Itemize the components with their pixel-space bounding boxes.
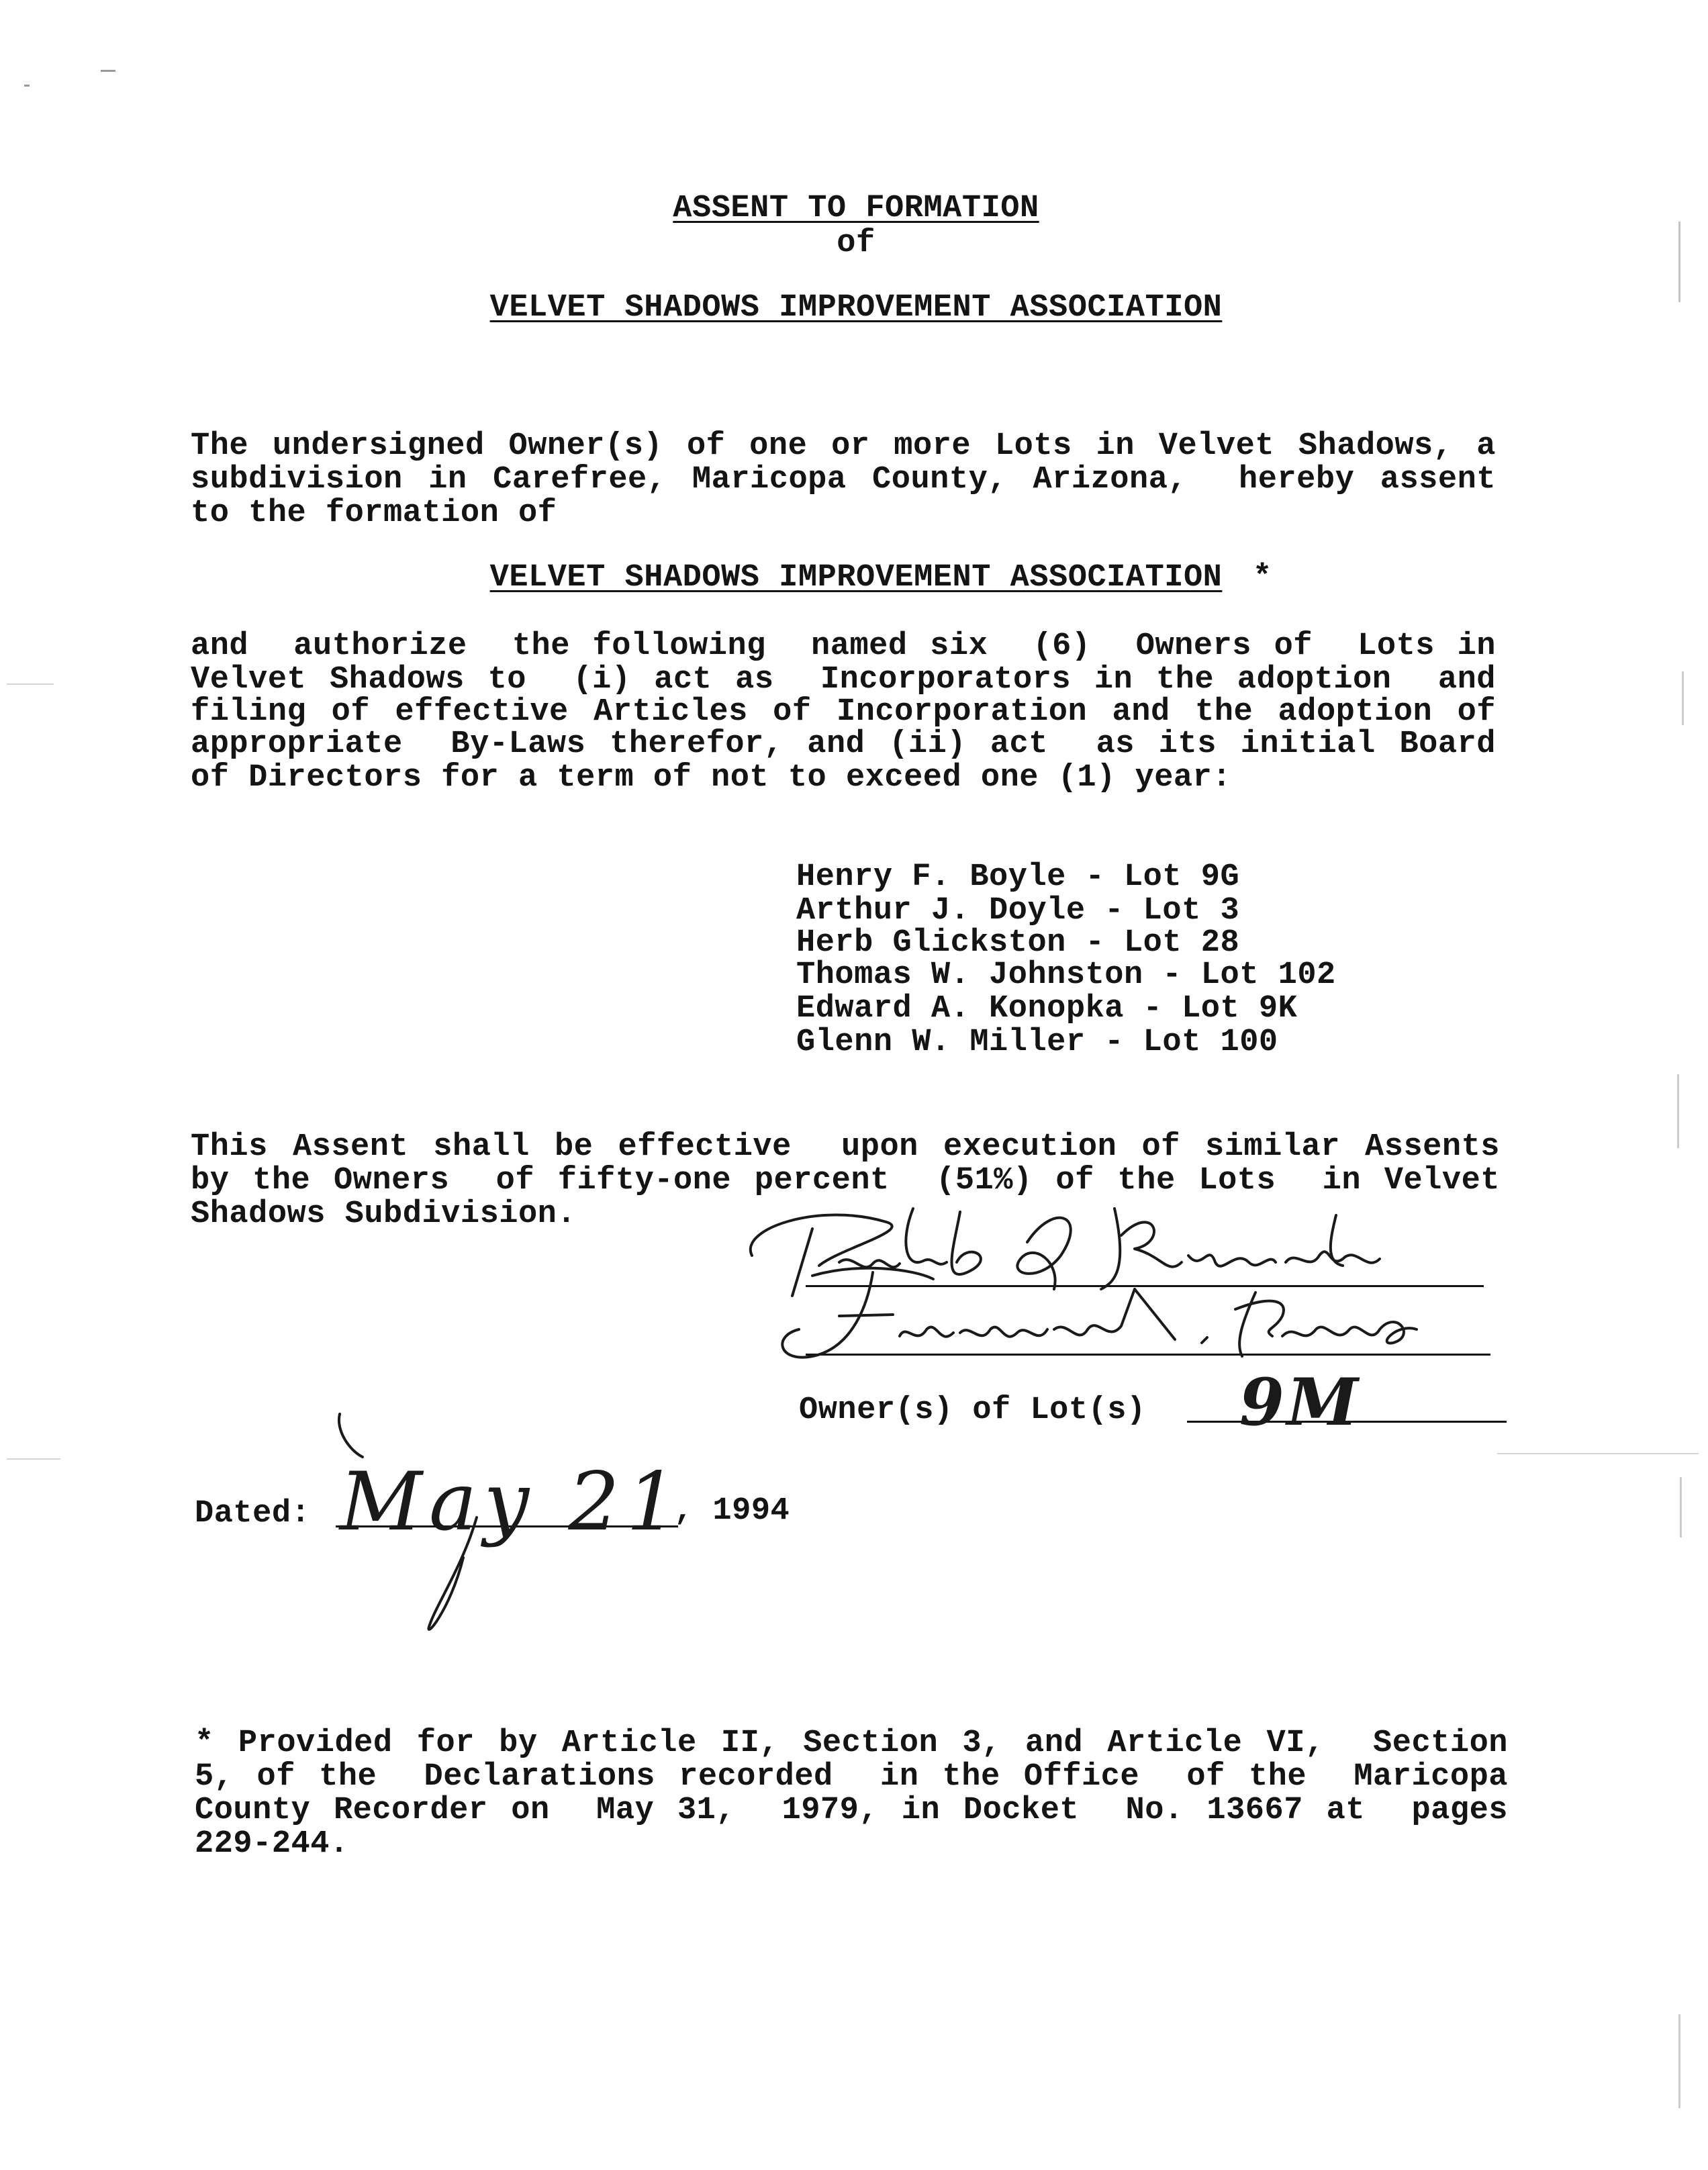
effective-line-1: This Assent shall be effective upon execution of similar Assents [191,1129,1500,1165]
scan-speck [1677,1074,1679,1148]
incorporator-4: Thomas W. Johnston - Lot 102 [796,957,1336,993]
scan-speck [24,85,30,87]
authorize-line-3: filing of effective Articles of Incorporation and the adoption of [191,694,1496,730]
owner-signature-2 [772,1262,1443,1370]
authorize-line-5: of Directors for a term of not to exceed one (1) year: [191,760,1232,796]
document-title: ASSENT TO FORMATION [673,191,1039,226]
incorporator-5: Edward A. Konopka - Lot 9K [796,991,1298,1027]
dated-handwritten: May 21 [340,1456,685,1549]
scan-speck [7,1458,60,1460]
scan-speck [1682,671,1684,725]
scan-speck [1497,1453,1699,1454]
authorize-line-1: and authorize the following named six (6) Owners of Lots in [191,628,1496,664]
footnote-line-2: 5, of the Declarations recorded in the Office of the Maricopa [195,1759,1508,1795]
association-name-heading: VELVET SHADOWS IMPROVEMENT ASSOCIATION [489,290,1223,326]
association-name-starred: VELVET SHADOWS IMPROVEMENT ASSOCIATION [489,560,1223,596]
authorize-line-4: appropriate By-Laws therefor, and (ii) act as its initial Board [191,726,1496,762]
intro-line-2: subdivision in Carefree, Maricopa County, Arizona, hereby assent [191,462,1496,498]
effective-line-3: Shadows Subdivision. [191,1196,577,1232]
scan-speck [1678,2014,1680,2108]
incorporator-3: Herb Glickston - Lot 28 [796,925,1240,961]
document-title-of: of [837,226,875,261]
scan-speck [1678,222,1680,302]
effective-line-2: by the Owners of fifty-one percent (51%) of the Lots in Velvet [191,1163,1500,1198]
footnote-line-4: 229-244. [195,1826,349,1862]
association-name-star: * [1253,560,1272,596]
dated-label: Dated: [195,1496,311,1531]
dated-flourish [336,1410,510,1638]
scan-speck [7,683,54,685]
intro-line-1: The undersigned Owner(s) of one or more Lots in Velvet Shadows, a [191,428,1496,464]
incorporator-6: Glenn W. Miller - Lot 100 [796,1025,1278,1060]
dated-year: , 1994 [674,1493,790,1529]
owner-lot-handwritten: 9M [1239,1364,1362,1440]
intro-line-3: to the formation of [191,496,557,531]
incorporator-1: Henry F. Boyle - Lot 9G [796,859,1240,895]
authorize-line-2: Velvet Shadows to (i) act as Incorporators in the adoption and [191,662,1496,698]
footnote-line-3: County Recorder on May 31, 1979, in Docket No. 13667 at pages [195,1793,1508,1828]
owner-lot-label: Owner(s) of Lot(s) [799,1393,1146,1428]
scan-speck [1680,1477,1682,1538]
scan-speck [101,70,115,72]
footnote-line-1: * Provided for by Article II, Section 3, and Article VI, Section [195,1726,1508,1761]
incorporator-2: Arthur J. Doyle - Lot 3 [796,893,1240,929]
